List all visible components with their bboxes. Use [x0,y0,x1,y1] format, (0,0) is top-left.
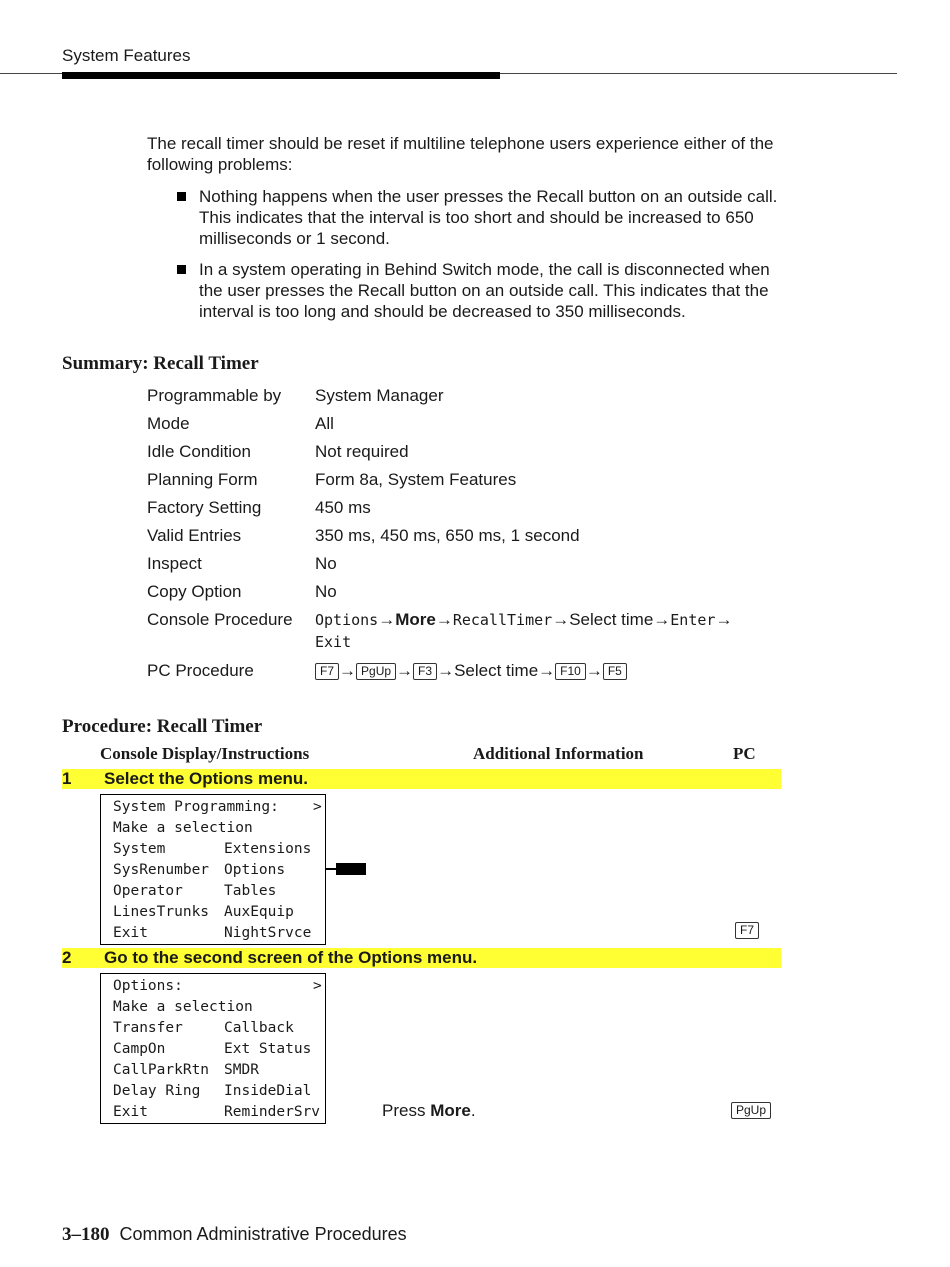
summary-value: Not required [315,442,409,461]
screen-subtitle: Make a selection [113,820,253,836]
menu-option: Extensions [224,841,312,857]
summary-label: Programmable by [147,386,282,405]
screen-row [113,1039,325,1060]
menu-option: Delay Ring [113,1083,201,1099]
bullet-item [177,259,797,322]
menu-option: CallParkRtn [113,1062,210,1078]
page-number: 3–180 [62,1224,110,1245]
running-header: System Features [62,46,191,65]
menu-option: SysRenumber [113,862,210,878]
summary-value: System Manager [315,386,444,405]
additional-info: Press More. [382,1101,476,1120]
summary-label: Mode [147,414,190,433]
menu-option: Operator [113,883,183,899]
summary-value: No [315,554,337,573]
intro-paragraph: The recall timer should be reset if multiline telephone users experience either of the following problems: [147,134,774,174]
console-procedure-row [147,606,775,653]
pc-procedure-row [147,657,775,685]
procedure-heading: Procedure: Recall Timer [62,716,263,737]
pc-procedure-value: F7 → PgUp → F3 →Select time→ F10 → F5 [315,657,775,685]
summary-label: Inspect [147,554,202,573]
menu-option-options: Options [224,862,286,878]
screen-subtitle: Make a selection [113,999,253,1015]
menu-option: Exit [113,1104,148,1120]
f7-key-icon: F7 [735,922,759,939]
summary-row [147,578,775,606]
selection-pointer-icon [336,863,366,875]
bullet-text: In a system operating in Behind Switch mode, the call is disconnected when the user presses the Recall button on an outside call. This indicates that the interval is too long and should be decreased to 350 milliseconds. [199,260,770,321]
step-2-banner [62,948,781,968]
pgup-key-icon: PgUp [731,1102,771,1119]
f3-key-icon: F3 [413,663,437,680]
console-screen-system-programming [100,794,326,945]
column-header-console: Console Display/Instructions [100,744,310,763]
summary-label: Console Procedure [147,610,293,629]
screen-row [113,1102,325,1123]
column-header-info: Additional Information [473,744,644,763]
screen-row [113,902,325,923]
summary-value: 450 ms [315,498,371,517]
menu-option: ReminderSrv [224,1104,321,1120]
footer-title: Common Administrative Procedures [119,1224,407,1244]
menu-option: Transfer [113,1020,183,1036]
bullet-list [177,186,797,332]
menu-option: InsideDial [224,1083,312,1099]
summary-label: PC Procedure [147,661,254,680]
screen-row [113,881,325,902]
step-instruction: Select the Options menu. [104,769,309,788]
f10-key-icon: F10 [555,663,586,680]
screen-row [113,1018,325,1039]
step-number: 2 [62,948,72,967]
menu-option: Exit [113,925,148,941]
bullet-item [177,186,797,249]
screen-row [113,923,325,944]
summary-row [147,466,775,494]
screen-row [113,1081,325,1102]
console-procedure-value: Options→More→RecallTimer→Select time→Enter→ Exit [315,610,733,651]
f7-key-icon: F7 [315,663,339,680]
summary-row [147,410,775,438]
screen-title-line: System Programming: > [113,797,325,818]
pgup-key-icon: PgUp [356,663,396,680]
page-footer [62,1224,407,1246]
menu-option: AuxEquip [224,904,294,920]
menu-option: SMDR [224,1062,259,1078]
bullet-square-icon [177,265,186,274]
step-1-banner [62,769,781,789]
step-instruction: Go to the second screen of the Options menu. [104,948,478,967]
summary-row [147,550,775,578]
console-screen-options [100,973,326,1124]
menu-option: Ext Status [224,1041,312,1057]
more-indicator: > [313,799,322,815]
screen-row [113,839,325,860]
screen-row [113,1060,325,1081]
column-header-pc: PC [733,744,756,763]
menu-option: NightSrvce [224,925,312,941]
screen-row [113,860,325,881]
more-indicator: > [313,978,322,994]
header-bar [62,72,500,79]
summary-row [147,494,775,522]
summary-row [147,522,775,550]
summary-label: Copy Option [147,582,242,601]
step-number: 1 [62,769,72,788]
bullet-text: Nothing happens when the user presses the Recall button on an outside call. This indicates that the interval is too short and should be increased to 650 milliseconds or 1 second. [199,187,778,248]
f5-key-icon: F5 [603,663,627,680]
bullet-square-icon [177,192,186,201]
summary-table [147,382,775,685]
summary-label: Idle Condition [147,442,251,461]
summary-value: No [315,582,337,601]
summary-heading: Summary: Recall Timer [62,353,259,374]
summary-value: All [315,414,334,433]
menu-option: Tables [224,883,277,899]
menu-option: LinesTrunks [113,904,210,920]
summary-value: Form 8a, System Features [315,470,517,489]
summary-label: Valid Entries [147,526,242,545]
summary-value: 350 ms, 450 ms, 650 ms, 1 second [315,526,580,545]
summary-label: Planning Form [147,470,258,489]
menu-option: CampOn [113,1041,166,1057]
summary-label: Factory Setting [147,498,262,517]
summary-row [147,382,775,410]
menu-option: System [113,841,166,857]
summary-row [147,438,775,466]
menu-option: Callback [224,1020,294,1036]
screen-title-line: Options: > [113,976,325,997]
